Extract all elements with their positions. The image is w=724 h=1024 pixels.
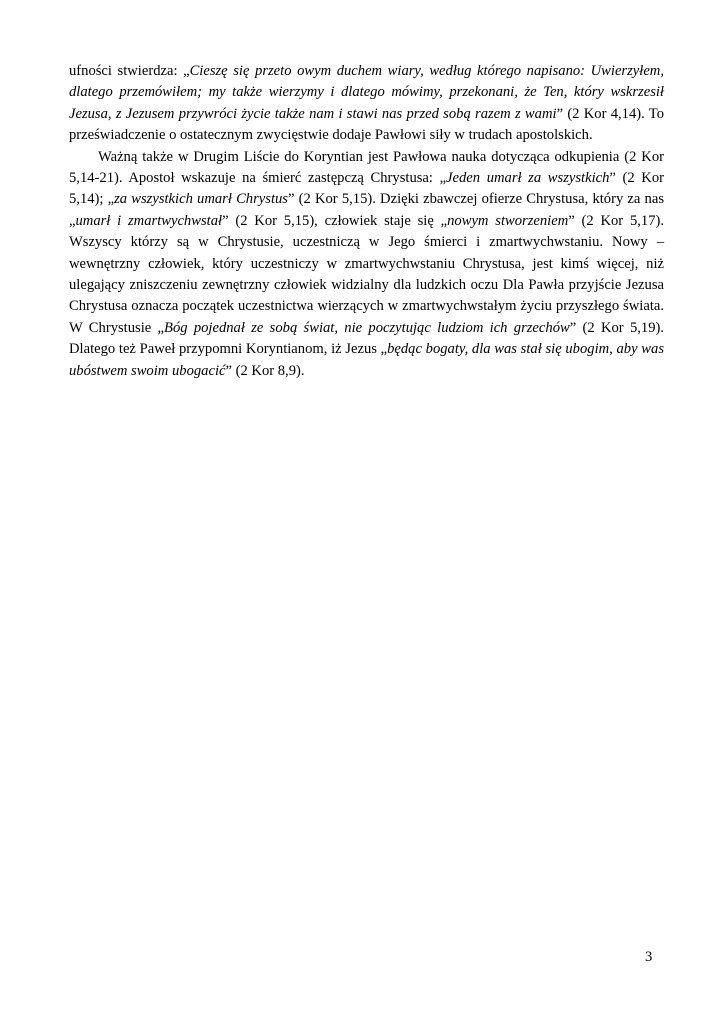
page-number: 3 bbox=[645, 949, 653, 965]
quote-italic: będąc bogaty, dla was stał się ubogim, aby was ubóstwem swoim ubogacić bbox=[69, 341, 664, 379]
text-run: ” (2 Kor 5,15). Dzięki zbawczej ofierze Chrystusa, który za nas „ bbox=[69, 191, 664, 229]
quote-italic: Bóg pojednał ze sobą świat, nie poczytując ludziom ich grzechów bbox=[164, 319, 570, 336]
text-run: ” (2 Kor 5,17). Wszyscy którzy są w Chrystusie, uczestniczą w Jego śmierci i zmartwychwstaniu. Nowy – wewnętrzny człowiek, który uczestniczy w zmartwychwstaniu Chrystusa, jest kimś więcej, niż ulegający zniszczeniu zewnętrzny człowiek widzialny dla ludzkich oczu Dla Pawła przyjście Jezusa Chrystusa oznacza początek uczestnictwa wierzących w zmartwychwstałym życiu przyszłego świata. W Chrystusie „ bbox=[69, 212, 664, 336]
text-run: ufności stwierdza: „ bbox=[69, 63, 190, 79]
paragraph bbox=[69, 147, 664, 382]
text-run: ” (2 Kor 5,19). Dlatego też Paweł przypomni Koryntianom, iż Jezus „ bbox=[69, 319, 665, 358]
text-run: ” (2 Kor 4,14). To przeświadczenie o ostatecznym zwycięstwie dodaje Pawłowi siły w trudach apostolskich. bbox=[69, 105, 664, 144]
text-run: ” (2 Kor 5,14); „ bbox=[69, 170, 664, 208]
text-run: ” (2 Kor 5,15), człowiek staje się „ bbox=[222, 212, 448, 229]
text-run: Ważną także w Drugim Liście do Koryntian jest Pawłowa nauka dotycząca odkupienia (2 Kor 5,14-21). Apostoł wskazuje na śmierć zastępczą Chrystusa: „ bbox=[69, 148, 664, 187]
quote-italic: Cieszę się przeto owym duchem wiary, według którego napisano: Uwierzyłem, dlatego przemówiłem; my także wierzymy i dlatego mówimy, przekonani, że Ten, który wskrzesił Jezusa, z Jezusem przywróci życie także nam i stawi nas przed sobą razem z wami bbox=[69, 63, 664, 122]
quote-italic: Jeden umarł za wszystkich bbox=[446, 170, 610, 187]
body-text bbox=[69, 61, 664, 382]
text-run: ” (2 Kor 8,9). bbox=[225, 362, 305, 379]
quote-italic: za wszystkich umarł Chrystus bbox=[114, 191, 288, 208]
quote-italic: umarł i zmartwychwstał bbox=[75, 212, 223, 229]
quote-italic: nowym stworzeniem bbox=[447, 212, 569, 229]
paragraph bbox=[69, 61, 664, 147]
